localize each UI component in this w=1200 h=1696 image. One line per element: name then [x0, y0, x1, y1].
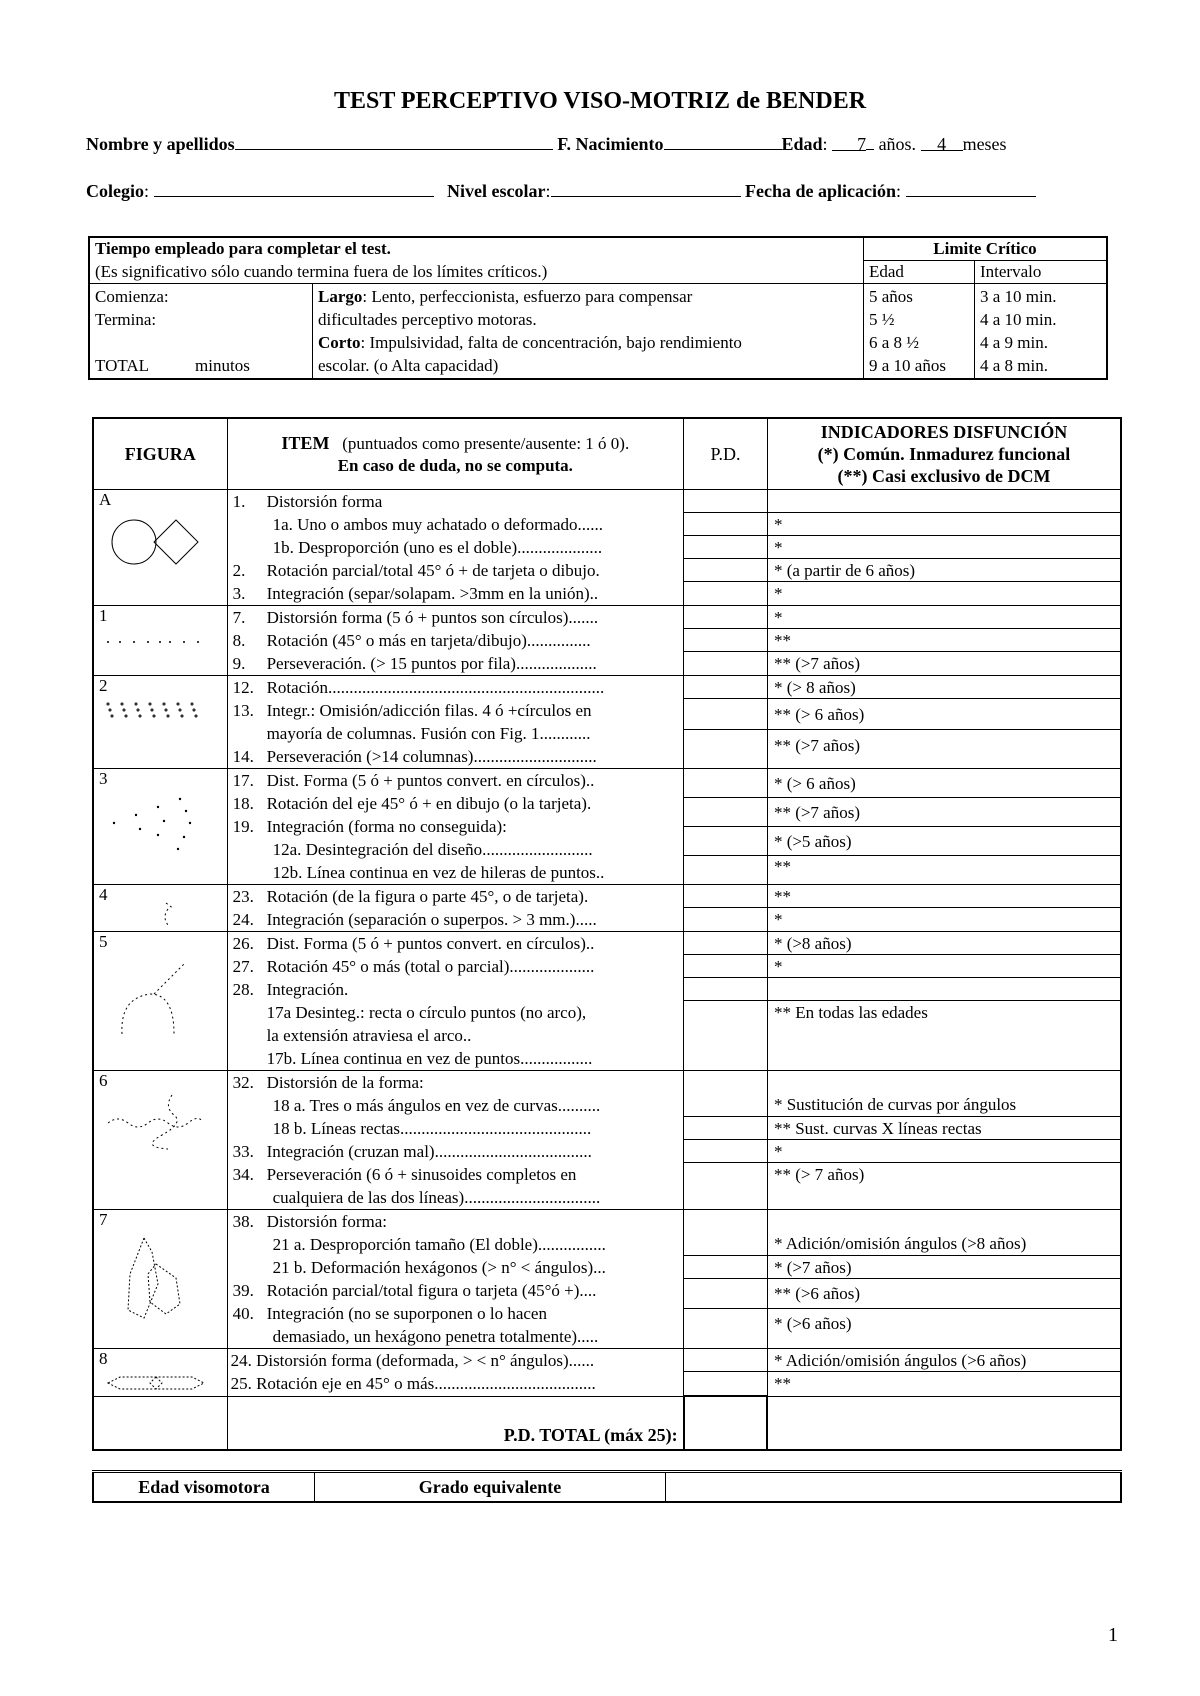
pd-cell[interactable] — [684, 730, 767, 761]
pd-cell[interactable] — [684, 1071, 767, 1117]
pd-cell[interactable] — [684, 699, 767, 730]
figure-6-drawing — [104, 1093, 204, 1153]
time-table — [88, 236, 1108, 380]
figure-2-label: 2 — [99, 676, 108, 695]
figure-8-row — [93, 1349, 1121, 1397]
figure-7-drawing — [104, 1234, 204, 1324]
indicator: * Sustitución de curvas por ángulos — [768, 1071, 1120, 1117]
minutos-label: minutos — [195, 356, 250, 375]
nacimiento-field[interactable] — [664, 133, 782, 150]
pd-cell[interactable] — [684, 908, 767, 931]
indicator: ** (>7 años) — [768, 798, 1120, 827]
fecha-field[interactable] — [906, 180, 1036, 197]
intervalo-col-header: Intervalo — [980, 262, 1042, 281]
pd-total-label: P.D. TOTAL (máx 25): — [227, 1396, 684, 1450]
item-18b: 18 b. Líneas rectas............................................. — [272, 1119, 592, 1138]
corto-text: : Impulsividad, falta de concentración, bajo rendimiento — [360, 333, 742, 352]
item-2: Rotación parcial/total 45° ó + de tarjeta o dibujo. — [266, 561, 600, 580]
indicator: ** (> 6 años) — [768, 699, 1120, 730]
pd-cell[interactable] — [684, 955, 767, 978]
item-7: Distorsión forma (5 ó + puntos son círculos)....... — [266, 608, 599, 627]
pd-cell[interactable] — [684, 629, 767, 652]
age-1: 5 ½ — [869, 310, 895, 329]
nacimiento-label: F. Nacimiento — [557, 134, 664, 154]
interval-1: 4 a 10 min. — [980, 310, 1057, 329]
item-header-note2: En caso de duda, no se computa. — [337, 455, 573, 475]
figure-6-row: 6 32. Distorsión de la forma: 18 a. Tres o más ángulos en vez de curvas.......... 18 b. Líneas rectas............................................. 33. Integración (cruzan mal)..................................... 34. Perseveración (6 ó + sinusoides completos en cualquiera de las dos líneas)................................ * Sustitución de curvas por ángulos ** Sust. curvas X líneas rectas * ** (> 7 años) — [93, 1071, 1121, 1210]
item-26: Dist. Forma (5 ó + puntos convert. en círculos).. — [266, 934, 595, 953]
item-3: Integración (separ/solapam. >3mm en la unión).. — [266, 584, 599, 603]
indicator: ** Sust. curvas X líneas rectas — [768, 1117, 1120, 1140]
indicator: * (> 6 años) — [768, 769, 1120, 798]
pd-cell[interactable] — [684, 536, 767, 559]
figure-1-label: 1 — [99, 606, 108, 625]
edad-years-field[interactable]: 7 — [832, 134, 866, 151]
indicator: ** — [773, 1374, 791, 1393]
comienza-label: Comienza: — [95, 287, 169, 306]
pd-cell[interactable] — [684, 827, 767, 856]
colegio-field[interactable] — [154, 180, 434, 197]
indicator: ** (> 7 años) — [773, 1165, 865, 1184]
edad-col-header: Edad — [869, 262, 904, 281]
colegio-label: Colegio — [86, 181, 144, 201]
pd-cell[interactable] — [684, 1279, 767, 1309]
item-13: Integr.: Omisión/adicción filas. 4 ó +círculos en — [266, 701, 592, 720]
item-17b: 17b. Línea continua en vez de puntos................. — [266, 1049, 593, 1068]
pd-cell[interactable] — [684, 798, 767, 827]
item-27: Rotación 45° o más (total o parcial).................... — [266, 957, 595, 976]
pd-cell[interactable] — [684, 1256, 767, 1279]
header-row-1: Nombre y apellidos F. Nacimiento Edad: 7 años. 4 meses — [86, 134, 1007, 154]
time-head1: Tiempo empleado para completar el test. — [95, 239, 391, 258]
edad-label: Edad — [781, 134, 823, 154]
corto-text2: escolar. (o Alta capacidad) — [318, 356, 499, 375]
item-32: Distorsión de la forma: — [266, 1073, 424, 1092]
corto-label: Corto — [318, 333, 361, 352]
figure-3-label: 3 — [99, 769, 108, 788]
item-14: Perseveración (>14 columnas)............................. — [266, 747, 597, 766]
pd-header: P.D. — [684, 418, 768, 490]
figure-8-drawing — [104, 1373, 208, 1393]
pd-total-field[interactable] — [684, 1396, 768, 1450]
indicator: * — [773, 910, 783, 929]
pd-cell[interactable] — [684, 606, 767, 629]
item-12: Rotación................................................................. — [266, 678, 605, 697]
item-13-cont: mayoría de columnas. Fusión con Fig. 1............ — [266, 724, 591, 743]
figure-a-drawing — [104, 514, 204, 574]
item-40-cont: demasiado, un hexágono penetra totalmente)..... — [272, 1327, 599, 1346]
figure-8-label: 8 — [99, 1349, 108, 1368]
indicator: ** — [773, 857, 791, 876]
item-1: Distorsión forma — [266, 492, 383, 511]
page-number: 1 — [1108, 1624, 1118, 1646]
item-header-note: (puntuados como presente/ausente: 1 ó 0). — [342, 433, 630, 453]
pd-cell[interactable] — [684, 559, 767, 582]
age-3: 9 a 10 años — [869, 356, 946, 375]
indicator: * (a partir de 6 años) — [768, 559, 1120, 582]
item-17: Dist. Forma (5 ó + puntos convert. en círculos).. — [266, 771, 595, 790]
figure-5-row: 5 26. Dist. Forma (5 ó + puntos convert. en círculos).. 27. Rotación 45° o más (total o parcial).................... 28. Integración. 17a Desinteg.: recta o círculo puntos (no arco), la extensión atraviesa el arco.. 17b. Línea continua en vez de puntos................. * (>8 años) * ** En todas las edades — [93, 932, 1121, 1071]
indicator: * — [768, 1140, 1120, 1163]
item-38: Distorsión forma: — [266, 1212, 387, 1231]
grado-equivalente-field[interactable] — [666, 1472, 1122, 1502]
indicator: * Adición/omisión ángulos (>8 años) — [768, 1210, 1120, 1256]
pd-cell[interactable] — [684, 676, 767, 699]
pd-cell[interactable] — [684, 1349, 767, 1372]
indicator: ** (>7 años) — [773, 736, 861, 755]
figure-5-drawing — [104, 958, 204, 1038]
item-21a: 21 a. Desproporción tamaño (El doble)................ — [272, 1235, 606, 1254]
figure-2-drawing — [104, 700, 208, 720]
figure-4-row: 4 23. Rotación (de la figura o parte 45°, o de tarjeta). 24. Integración (separación o superpos. > 3 mm.)..... ** * — [93, 885, 1121, 932]
pd-cell[interactable] — [684, 582, 767, 605]
indicator: * — [773, 584, 783, 603]
item-9: Perseveración. (> 15 puntos por fila)................... — [266, 654, 597, 673]
time-head2: (Es significativo sólo cuando termina fuera de los límites críticos.) — [95, 261, 548, 281]
pd-cell[interactable] — [684, 1140, 767, 1163]
grado-equivalente-label: Grado equivalente — [315, 1472, 666, 1502]
figure-a-label: A — [99, 490, 112, 509]
item-21b: 21 b. Deformación hexágonos (> n° < ángulos)... — [272, 1258, 606, 1277]
pd-cell[interactable] — [684, 1309, 767, 1348]
item-34-cont: cualquiera de las dos líneas)................................ — [272, 1188, 601, 1207]
indicator: * (> 8 años) — [768, 676, 1120, 699]
result-table — [92, 1470, 1122, 1503]
item-24-fig8: 24. Distorsión forma (deformada, > < n° ángulos)...... — [230, 1351, 595, 1370]
item-header: ITEM — [281, 432, 330, 453]
item-1a: 1a. Uno o ambos muy achatado o deformado...... — [272, 515, 604, 534]
nombre-label: Nombre y apellidos — [86, 134, 235, 154]
ind-header-2: (*) Común. Inmadurez funcional — [817, 444, 1071, 464]
nombre-field[interactable] — [235, 133, 553, 150]
page-title: TEST PERCEPTIVO VISO-MOTRIZ de BENDER — [333, 88, 867, 114]
figure-a-row: A 1. Distorsión forma 1a. Uno o ambos muy achatado o deformado...... 1b. Desproporción (uno es el doble).................... 2. Rotación parcial/total 45° ó + de tarjeta o dibujo. 3. Integración (separ/solapam. >3mm en la unión).. * * * (a partir de 6 años) * — [93, 490, 1121, 606]
item-17a-cont: la extensión atraviesa el arco.. — [266, 1026, 472, 1045]
item-17a: 17a Desinteg.: recta o círculo puntos (no arco), — [266, 1003, 587, 1022]
header-row-2: Colegio: Nivel escolar: Fecha de aplicación: — [86, 180, 1126, 202]
indicator: * — [768, 513, 1120, 536]
indicator: ** (>6 años) — [768, 1279, 1120, 1309]
total-label: TOTAL — [95, 356, 150, 375]
pd-cell[interactable] — [684, 932, 767, 955]
indicator: * — [768, 955, 1120, 978]
nivel-field[interactable] — [551, 180, 741, 197]
item-19: Integración (forma no conseguida): — [266, 817, 507, 836]
pd-cell[interactable] — [684, 1210, 767, 1256]
indicator: ** — [768, 629, 1120, 652]
figura-header: FIGURA — [93, 418, 227, 490]
item-12a: 12a. Desintegración del diseño.......................... — [272, 840, 593, 859]
figure-1-row: 1 7. Distorsión forma (5 ó + puntos son círculos)....... 8. Rotación (45° o más en tarjeta/dibujo)............... 9. Perseveración. (> 15 puntos por fila)................... * ** ** (>7 años) — [93, 606, 1121, 676]
indicator: * (>6 años) — [773, 1314, 852, 1333]
figure-4-drawing — [104, 899, 204, 925]
item-18: Rotación del eje 45° ó + en dibujo (o la tarjeta). — [266, 794, 592, 813]
termina-label: Termina: — [95, 310, 157, 329]
pd-cell[interactable] — [684, 885, 767, 908]
edad-years-unit: años. — [878, 134, 917, 154]
figure-2-row: 2 12. Rotación................................................................. 13. Integr.: Omisión/adicción filas. 4 ó +círculos en mayoría de columnas. Fusión con Fig. 1............ 14. Perseveración (>14 columnas)............................. * (> 8 años) ** (> 6 años) ** (>7 años) — [93, 676, 1121, 769]
figure-1-drawing — [104, 634, 204, 654]
item-25-fig8: 25. Rotación eje en 45° o más...................................... — [230, 1374, 596, 1393]
largo-text2: dificultades perceptivo motoras. — [318, 310, 537, 329]
pd-cell[interactable] — [684, 1117, 767, 1140]
indicator: * (>7 años) — [768, 1256, 1120, 1279]
figure-6-label: 6 — [99, 1071, 108, 1090]
indicator: * (>8 años) — [768, 932, 1120, 955]
item-23: Rotación (de la figura o parte 45°, o de tarjeta). — [266, 887, 589, 906]
fecha-label: Fecha de aplicación — [745, 181, 896, 201]
pd-cell[interactable] — [684, 490, 767, 513]
pd-cell[interactable] — [684, 1372, 767, 1395]
item-18a: 18 a. Tres o más ángulos en vez de curvas.......... — [272, 1096, 601, 1115]
pd-cell[interactable] — [684, 1163, 767, 1209]
figure-3-drawing — [104, 795, 204, 855]
figure-7-row: 7 38. Distorsión forma: 21 a. Desproporción tamaño (El doble)................ 21 b. Deformación hexágonos (> n° < ángulos)... 39. Rotación parcial/total figura o tarjeta (45°ó +).... 40. Integración (no se suporponen o lo hacen demasiado, un hexágono penetra totalmente)..... * Adición/omisión ángulos (>8 años) * (>7 años) ** (>6 años) * (>6 años) — [93, 1210, 1121, 1349]
largo-label: Largo — [318, 287, 363, 306]
pd-cell[interactable] — [684, 1001, 767, 1070]
pd-cell[interactable] — [684, 513, 767, 536]
indicator: * (>5 años) — [768, 827, 1120, 856]
indicator: ** — [768, 885, 1120, 908]
total-row — [93, 1396, 1121, 1450]
largo-text: : Lento, perfeccionista, esfuerzo para compensar — [362, 287, 693, 306]
pd-cell[interactable] — [684, 856, 767, 884]
item-24: Integración (separación o superpos. > 3 mm.)..... — [266, 910, 597, 929]
item-39: Rotación parcial/total figura o tarjeta (45°ó +).... — [266, 1281, 597, 1300]
indicator: ** En todas las edades — [773, 1003, 928, 1022]
limite-header: Limite Crítico — [933, 239, 1037, 258]
edad-months-field[interactable]: 4 — [921, 134, 963, 151]
item-8: Rotación (45° o más en tarjeta/dibujo)............... — [266, 631, 591, 650]
item-33: Integración (cruzan mal)..................................... — [266, 1142, 592, 1161]
ind-header-1: INDICADORES DISFUNCIÓN — [820, 422, 1068, 442]
figure-7-label: 7 — [99, 1210, 108, 1229]
indicator: * — [768, 536, 1120, 559]
interval-0: 3 a 10 min. — [980, 287, 1057, 306]
nivel-label: Nivel escolar — [447, 181, 546, 201]
ind-header-3: (**) Casi exclusivo de DCM — [837, 466, 1051, 486]
item-40: Integración (no se suporponen o lo hacen — [266, 1304, 547, 1323]
items-table — [92, 417, 1122, 1451]
indicator: ** (>7 años) — [773, 654, 861, 673]
pd-cell[interactable] — [684, 978, 767, 1001]
pd-cell[interactable] — [684, 652, 767, 675]
indicator: * Adición/omisión ángulos (>6 años) — [768, 1349, 1120, 1372]
age-0: 5 años — [869, 287, 913, 306]
interval-3: 4 a 8 min. — [980, 356, 1048, 375]
item-34: Perseveración (6 ó + sinusoides completos en — [266, 1165, 577, 1184]
interval-2: 4 a 9 min. — [980, 333, 1048, 352]
figure-3-row: 3 17. Dist. Forma (5 ó + puntos convert. en círculos).. 18. Rotación del eje 45° ó + en dibujo (o la tarjeta). 19. Integración (forma no conseguida): 12a. Desintegración del diseño.......................... 12b. Línea continua en vez de hileras de puntos.. * (> 6 años) ** (>7 años) * (>5 años) ** — [93, 769, 1121, 885]
item-12b: 12b. Línea continua en vez de hileras de puntos.. — [272, 863, 605, 882]
edad-months-unit: meses — [962, 134, 1007, 154]
age-2: 6 a 8 ½ — [869, 333, 920, 352]
edad-visomotora-label: Edad visomotora — [93, 1472, 315, 1502]
figure-5-label: 5 — [99, 932, 108, 951]
item-28: Integración. — [266, 980, 349, 999]
indicator: * — [768, 606, 1120, 629]
pd-cell[interactable] — [684, 769, 767, 798]
item-1b: 1b. Desproporción (uno es el doble).................... — [272, 538, 603, 557]
figure-4-label: 4 — [99, 885, 108, 904]
